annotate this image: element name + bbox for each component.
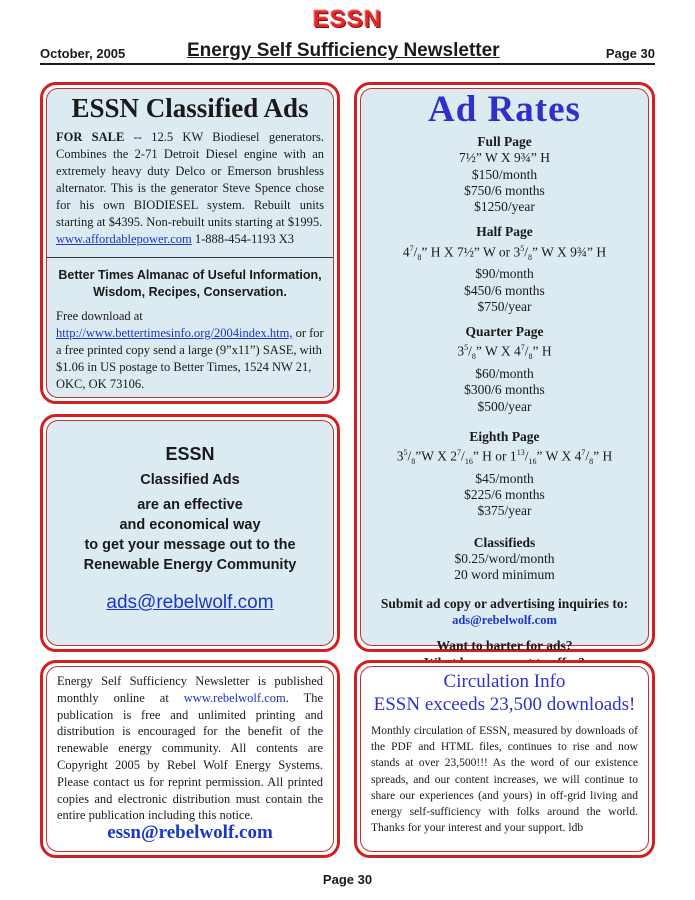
footer-page-number: Page 30 (322, 872, 373, 887)
essn-promo-box (40, 414, 340, 652)
rate-heading: Classifieds (473, 534, 536, 550)
circulation-panel (360, 666, 649, 852)
eighth-page-rate (361, 429, 648, 520)
rate-year: $375/year (477, 503, 532, 519)
submit-email-link[interactable]: ads@rebelwolf.com (452, 613, 557, 628)
issue-date: October, 2005 (40, 46, 126, 61)
almanac-listing (47, 301, 333, 393)
publication-notice (47, 667, 333, 824)
rate-month: $90/month (475, 266, 534, 282)
circulation-title: Circulation Info (443, 671, 566, 692)
ad-rates-panel (360, 88, 649, 654)
essn-email-link[interactable]: essn@rebelwolf.com (107, 822, 273, 843)
rate-heading: Half Page (476, 224, 533, 240)
circulation-text: Monthly circulation of ESSN, measured by downloads of the PDF and HTML files, continues to rise and now stands at over 23,500!!! As the word of our existence spreads, and our content increases, we will continue to share our experiences (and yours) in off-grid living and energy self-sufficiency with folks around the world. Thanks for your interest and your support. ldb (371, 725, 638, 835)
classified-ads-box (40, 82, 340, 404)
notice-terms: . The publication is free and unlimited printing and distribution is encouraged for the benefit of the renewable energy community. All contents are Copyright 2005 by Rebel Wolf Energy Systems. Please contact us for reprint permission. All printed copies and electronic distribution must contain the entire publication including this notice. (57, 690, 323, 823)
classified-divider (47, 257, 333, 258)
rate-month: $45/month (475, 470, 534, 486)
half-page-rate (361, 224, 648, 315)
rate-heading: Full Page (477, 134, 532, 149)
notice-intro: Energy Self Sufficiency Newsletter is published monthly online at (57, 674, 323, 705)
promo-line-4: to get your message out to the (84, 537, 296, 553)
rate-month: $60/month (475, 365, 534, 381)
rate-size: $4^7/_8$” H X 7½” W or $3^5/_8$” W X 9¾” H (402, 243, 607, 262)
rate-heading: Quarter Page (465, 324, 544, 340)
promo-line-1: Classified Ads (140, 472, 240, 488)
publication-notice-panel (46, 666, 334, 852)
for-sale-text: -- 12.5 KW Biodiesel generators. Combines the 2-71 Detroit Diesel engine with an extremely heavy duty Delco or Emerson brushless alternator. This is the generator Steve Spence chose for his own BIODIESEL system. Rebuilt units starting at $4395. Non-rebuilt units starting at $1995. (56, 130, 325, 229)
barter-question: Want to barter for ads? (436, 638, 573, 654)
rate-six-months: $300/6 months (464, 382, 545, 398)
almanac-details: or for a free printed copy send a large (9”x11”) SASE, with $1.06 in US postage to Better Times, 1524 NW 21, OKC, OK 73106. (56, 326, 324, 391)
for-sale-phone: 1-888-454-1193 X3 (191, 232, 295, 246)
newsletter-title: Energy Self Sufficiency Newsletter (187, 40, 500, 61)
rate-six-months: $225/6 months (464, 486, 545, 502)
rate-year: $1250/year (474, 199, 535, 215)
rate-size: $3^5/_8”W$ X $2^7/_{16}$” H or $1^{13}/_{16}$” W X $4^7/_8$” H (396, 448, 613, 467)
promo-line-5: Renewable Energy Community (83, 557, 297, 573)
publication-notice-box (40, 660, 340, 858)
circulation-box (354, 660, 655, 858)
rate-year: $500/year (477, 398, 532, 414)
for-sale-label: FOR SALE (56, 130, 125, 144)
header-page-number: Page 30 (605, 46, 655, 61)
classifieds-rate (361, 535, 648, 584)
rate-per-word: $0.25/word/month (454, 550, 555, 566)
rate-six-months: $750/6 months (464, 182, 545, 198)
promo-line-3: and economical way (119, 517, 261, 533)
rate-heading: Eighth Page (469, 428, 540, 444)
header-bar (40, 40, 655, 64)
rate-size: 7½” W X 9¾” H (459, 150, 550, 166)
header-divider (40, 63, 655, 65)
almanac-heading: Better Times Almanac of Useful Information, Wisdom, Recipes, Conservation. (58, 268, 322, 299)
rate-minimum: 20 word minimum (454, 567, 555, 583)
almanac-intro: Free download at (56, 309, 143, 323)
rebelwolf-link[interactable]: www.rebelwolf.com (183, 690, 286, 705)
essn-logo: ESSN (312, 6, 383, 33)
promo-heading: ESSN (165, 444, 215, 464)
ad-rates-box (354, 82, 655, 652)
circulation-subtitle: ESSN exceeds 23,500 downloads! (373, 694, 636, 715)
essn-promo-panel (46, 420, 334, 646)
rate-year: $750/year (477, 298, 532, 314)
quarter-page-rate (361, 324, 648, 415)
rate-six-months: $450/6 months (464, 282, 545, 298)
submit-instructions: Submit ad copy or advertising inquiries to: (380, 596, 629, 612)
for-sale-listing (47, 125, 333, 248)
promo-line-2: are an effective (137, 497, 243, 513)
bettertimes-link[interactable]: http://www.bettertimesinfo.org/2004index.htm, (56, 326, 293, 340)
classified-ads-panel (46, 88, 334, 398)
full-page-rate (361, 134, 648, 215)
rate-size: $3^5/_8$” W X $4^7/_8$” H (457, 343, 552, 362)
ad-rates-title: Ad Rates (428, 89, 581, 130)
affordablepower-link[interactable]: www.affordablepower.com (56, 232, 192, 246)
classified-ads-title: ESSN Classified Ads (71, 93, 309, 123)
rate-month: $150/month (471, 166, 538, 182)
ads-email-link[interactable]: ads@rebelwolf.com (106, 592, 274, 613)
